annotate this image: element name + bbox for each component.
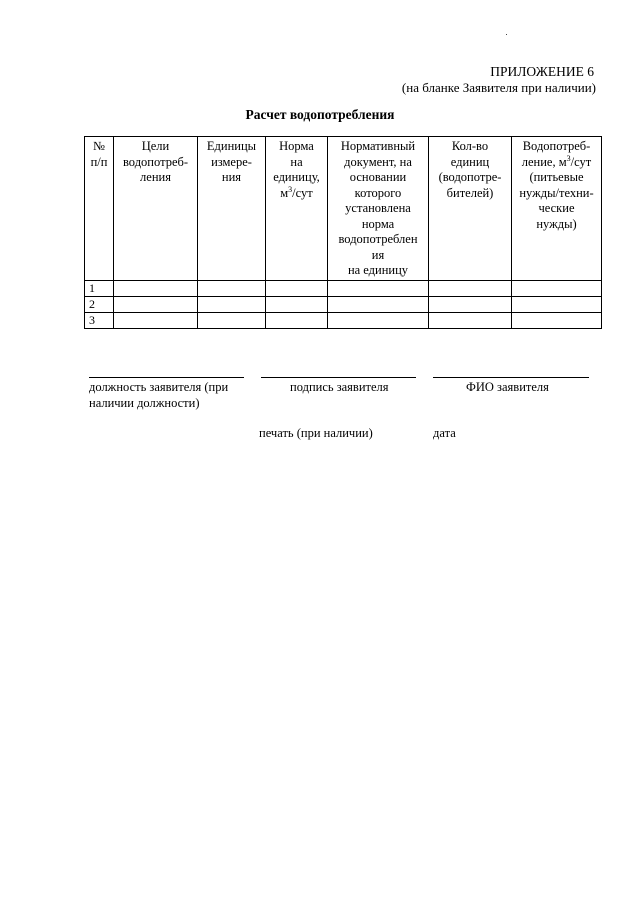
appendix-title: ПРИЛОЖЕНИЕ 6 — [490, 64, 594, 79]
cell-purpose[interactable] — [114, 280, 198, 296]
cell-norm[interactable] — [266, 280, 328, 296]
header-number: № п/п — [85, 137, 114, 281]
cell-quantity[interactable] — [429, 280, 512, 296]
signature-label: подпись заявителя — [290, 380, 389, 394]
cell-consumption[interactable] — [512, 312, 602, 328]
header-norm — [266, 137, 328, 281]
full-name-label: ФИО заявителя — [466, 380, 549, 394]
full-name-line[interactable] — [433, 377, 589, 378]
cell-regulation[interactable] — [328, 280, 429, 296]
cell-purpose[interactable] — [114, 312, 198, 328]
header-norm-text: Норма на единицу, м — [273, 139, 320, 200]
appendix-note: (на бланке Заявителя при наличии) — [401, 80, 596, 95]
header-consumption-unit: /сут (питьевые нужды/техни- ческие нужды) — [519, 154, 594, 231]
cell-quantity[interactable] — [429, 312, 512, 328]
cell-units[interactable] — [198, 312, 266, 328]
row-number: 3 — [85, 312, 114, 328]
header-consumption-sup: 3 — [566, 153, 571, 163]
date-label: дата — [433, 426, 456, 440]
stamp-label: печать (при наличии) — [259, 426, 373, 440]
scan-dot — [506, 34, 507, 35]
water-consumption-table — [84, 136, 602, 329]
cell-norm[interactable] — [266, 312, 328, 328]
header-regulation: Нормативный документ, на основании которого установлена норма водопотреблен ия на единицу — [328, 137, 429, 281]
cell-units[interactable] — [198, 280, 266, 296]
cell-regulation[interactable] — [328, 296, 429, 312]
cell-purpose[interactable] — [114, 296, 198, 312]
cell-consumption[interactable] — [512, 296, 602, 312]
header-consumption — [512, 137, 602, 281]
header-purpose: Цели водопотреб- ления — [114, 137, 198, 281]
position-label: должность заявителя (при наличии должности) — [89, 380, 229, 410]
table-row — [85, 312, 602, 328]
header-consumption-text: Водопотреб- ление, м — [521, 139, 591, 169]
header-quantity: Кол-во единиц (водопотре- бителей) — [429, 137, 512, 281]
cell-quantity[interactable] — [429, 296, 512, 312]
position-signature-line[interactable] — [89, 377, 244, 378]
document-title: Расчет водопотребления — [245, 107, 395, 122]
row-number: 1 — [85, 280, 114, 296]
signature-line[interactable] — [261, 377, 416, 378]
header-norm-unit: /сут — [292, 185, 313, 200]
row-number: 2 — [85, 296, 114, 312]
header-units: Единицы измере- ния — [198, 137, 266, 281]
header-norm-sup: 3 — [288, 184, 293, 194]
cell-regulation[interactable] — [328, 312, 429, 328]
cell-norm[interactable] — [266, 296, 328, 312]
cell-consumption[interactable] — [512, 280, 602, 296]
cell-units[interactable] — [198, 296, 266, 312]
table-header-row — [85, 137, 602, 281]
table-row — [85, 280, 602, 296]
table-row — [85, 296, 602, 312]
